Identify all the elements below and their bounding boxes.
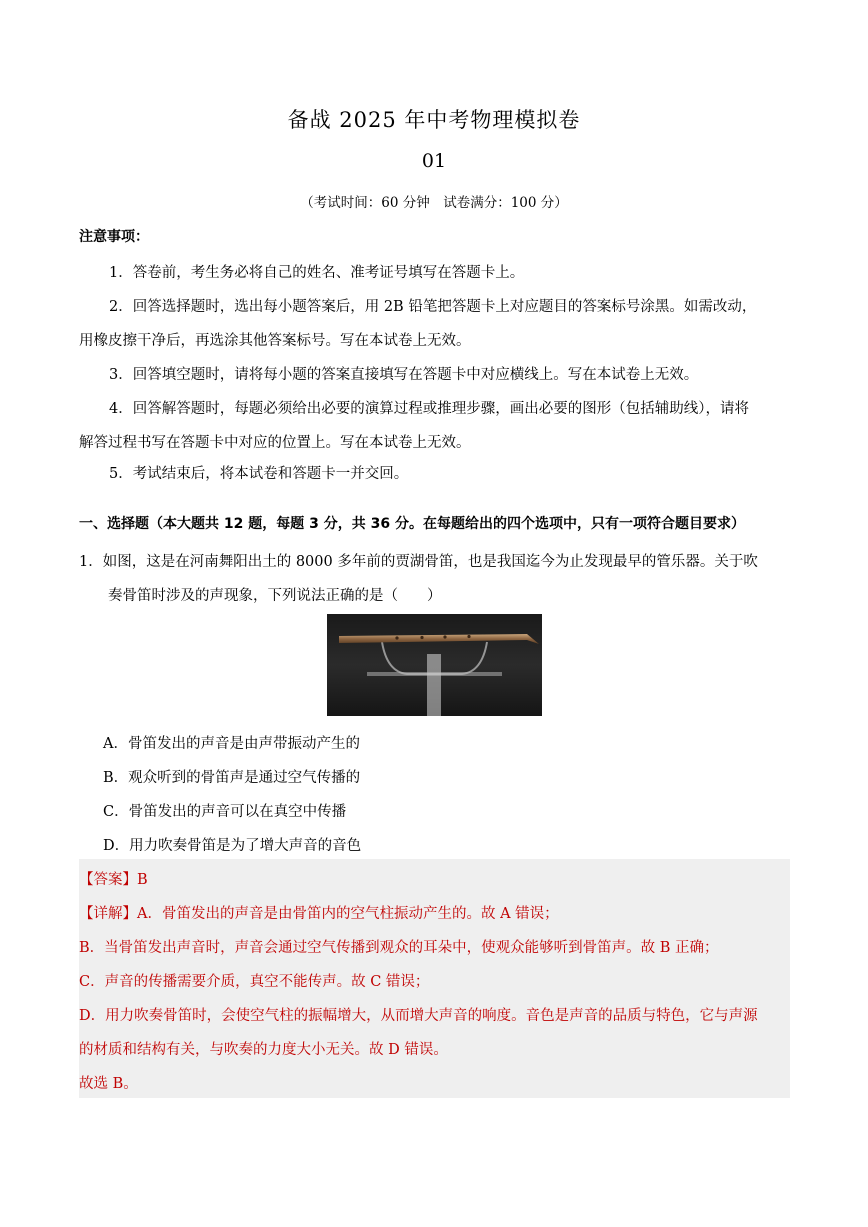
exam-meta: （考试时间：60 分钟 试卷满分：100 分） [300,195,568,211]
section-heading: 一、选择题（本大题共 12 题，每题 3 分，共 36 分。在每题给出的四个选项中，只有一项符合题目要求） [79,516,745,532]
note-line: 5．考试结束后，将本试卷和答题卡一并交回。 [109,466,409,482]
question-stem: 1．如图，这是在河南舞阳出土的 8000 多年前的贾湖骨笛，也是我国迄今为止发现最早的管乐器。关于吹 [79,554,758,570]
explanation-line: B．当骨笛发出声音时，声音会通过空气传播到观众的耳朵中，使观众能够听到骨笛声。故 B 正确； [79,940,719,956]
bone-flute-photo [327,614,542,716]
explanation-line: C．声音的传播需要介质，真空不能传声。故 C 错误； [79,974,430,990]
note-line: 1．答卷前，考生务必将自己的姓名、准考证号填写在答题卡上。 [109,265,525,281]
explanation-line: 故选 B。 [79,1076,138,1092]
note-line: 4．回答解答题时，每题必须给出必要的演算过程或推理步骤，画出必要的图形（包括辅助线），请将 [109,401,749,417]
option-a: A．骨笛发出的声音是由声带振动产生的 [103,736,360,752]
notes-heading: 注意事项： [79,229,149,245]
exam-number: 01 [421,150,447,172]
exam-title: 备战 2025 年中考物理模拟卷 [287,108,581,132]
note-line: 解答过程书写在答题卡中对应的位置上。写在本试卷上无效。 [79,435,471,451]
explanation-line: D．用力吹奏骨笛时，会使空气柱的振幅增大，从而增大声音的响度。音色是声音的品质与特色，它与声源 [79,1008,758,1024]
note-line: 2．回答选择题时，选出每小题答案后，用 2B 铅笔把答题卡上对应题目的答案标号涂黑。如需改动， [109,299,757,315]
option-d: D．用力吹奏骨笛是为了增大声音的音色 [103,838,362,854]
option-b: B．观众听到的骨笛声是通过空气传播的 [103,770,361,786]
answer-line: 【答案】B [79,872,148,888]
question-stem-continued: 奏骨笛时涉及的声现象，下列说法正确的是（ ） [108,588,442,604]
explanation-line: 的材质和结构有关，与吹奏的力度大小无关。故 D 错误。 [79,1042,448,1058]
note-line: 用橡皮擦干净后，再选涂其他答案标号。写在本试卷上无效。 [79,333,471,349]
explanation-line: 【详解】A．骨笛发出的声音是由骨笛内的空气柱振动产生的。故 A 错误； [79,906,559,922]
note-line: 3．回答填空题时，请将每小题的答案直接填写在答题卡中对应横线上。写在本试卷上无效。 [109,367,699,383]
option-c: C．骨笛发出的声音可以在真空中传播 [103,804,347,820]
